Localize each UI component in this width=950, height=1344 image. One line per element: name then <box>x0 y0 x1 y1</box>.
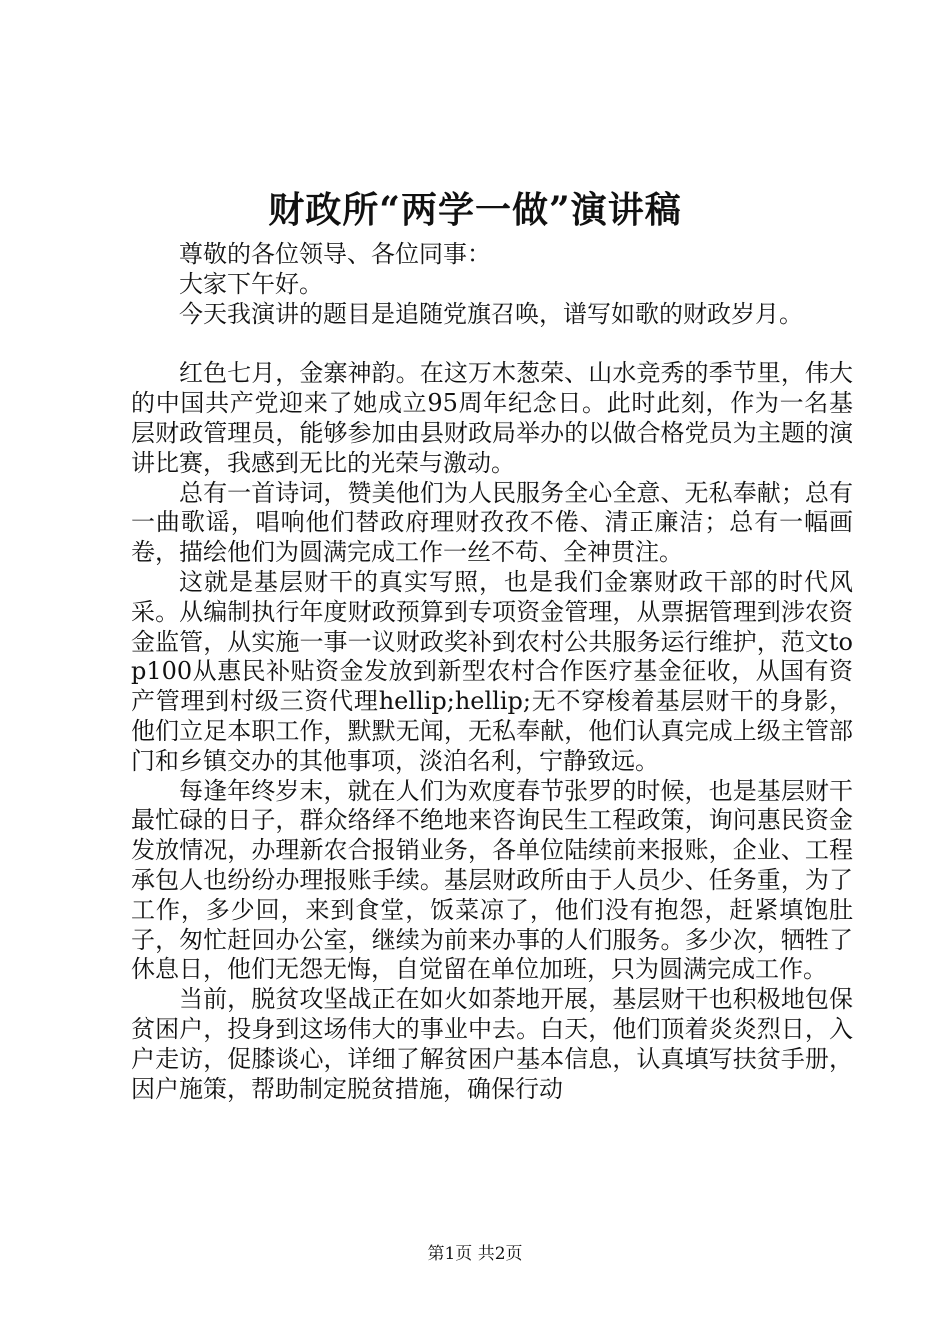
body-paragraph: 总有一首诗词，赞美他们为人民服务全心全意、无私奉献；总有一曲歌谣，唱响他们替政府理财孜孜不倦、清正廉洁；总有一幅画卷，描绘他们为圆满完成工作一丝不苟、全神贯注。 <box>131 478 853 567</box>
body-paragraph: 每逢年终岁末，就在人们为欢度春节张罗的时候，也是基层财干最忙碌的日子，群众络绎不绝地来咨询民生工程政策，询问惠民资金发放情况，办理新农合报销业务，各单位陆续前来报账，企业、工程承包人也纷纷办理报账手续。基层财政所由于人员少、任务重，为了工作，多少回，来到食堂，饭菜凉了，他们没有抱怨，赶紧填饱肚子，匆忙赶回办公室，继续为前来办事的人们服务。多少次，牺牲了休息日，他们无怨无悔，自觉留在单位加班，只为圆满完成工作。 <box>131 776 853 984</box>
speech-topic: 今天我演讲的题目是追随党旗召唤，谱写如歌的财政岁月。 <box>179 299 803 328</box>
body-paragraph: 红色七月，金寨神韵。在这万木葱荣、山水竞秀的季节里，伟大的中国共产党迎来了她成立95周年纪念日。此时此刻，作为一名基层财政管理员，能够参加由县财政局举办的以做合格党员为主题的演讲比赛，我感到无比的光荣与激动。 <box>131 359 853 477</box>
page-number: 第1页 共2页 <box>427 1244 523 1264</box>
salutation: 尊敬的各位领导、各位同事： <box>179 240 491 268</box>
greeting: 大家下午好。 <box>179 269 323 298</box>
blank-line <box>131 329 853 359</box>
body-paragraph: 当前，脱贫攻坚战正在如火如荼地开展，基层财干也积极地包保贫困户，投身到这场伟大的事业中去。白天，他们顶着炎炎烈日，入户走访，促膝谈心，详细了解贫困户基本信息，认真填写扶贫手册，因户施策，帮助制定脱贫措施，确保行动 <box>131 985 853 1103</box>
document-body <box>131 240 853 1104</box>
document-title: 财政所“两学一做”演讲稿 <box>268 189 682 231</box>
body-paragraph: 这就是基层财干的真实写照，也是我们金寨财政干部的时代风采。从编制执行年度财政预算到专项资金管理，从票据管理到涉农资金监管，从实施一事一议财政奖补到农村公共服务运行维护，范文top100从惠民补贴资金发放到新型农村合作医疗基金征收，从国有资产管理到村级三资代理hellip;hellip;无不穿梭着基层财干的身影，他们立足本职工作，默默无闻，无私奉献，他们认真完成上级主管部门和乡镇交办的其他事项，淡泊名利，宁静致远。 <box>131 567 853 775</box>
